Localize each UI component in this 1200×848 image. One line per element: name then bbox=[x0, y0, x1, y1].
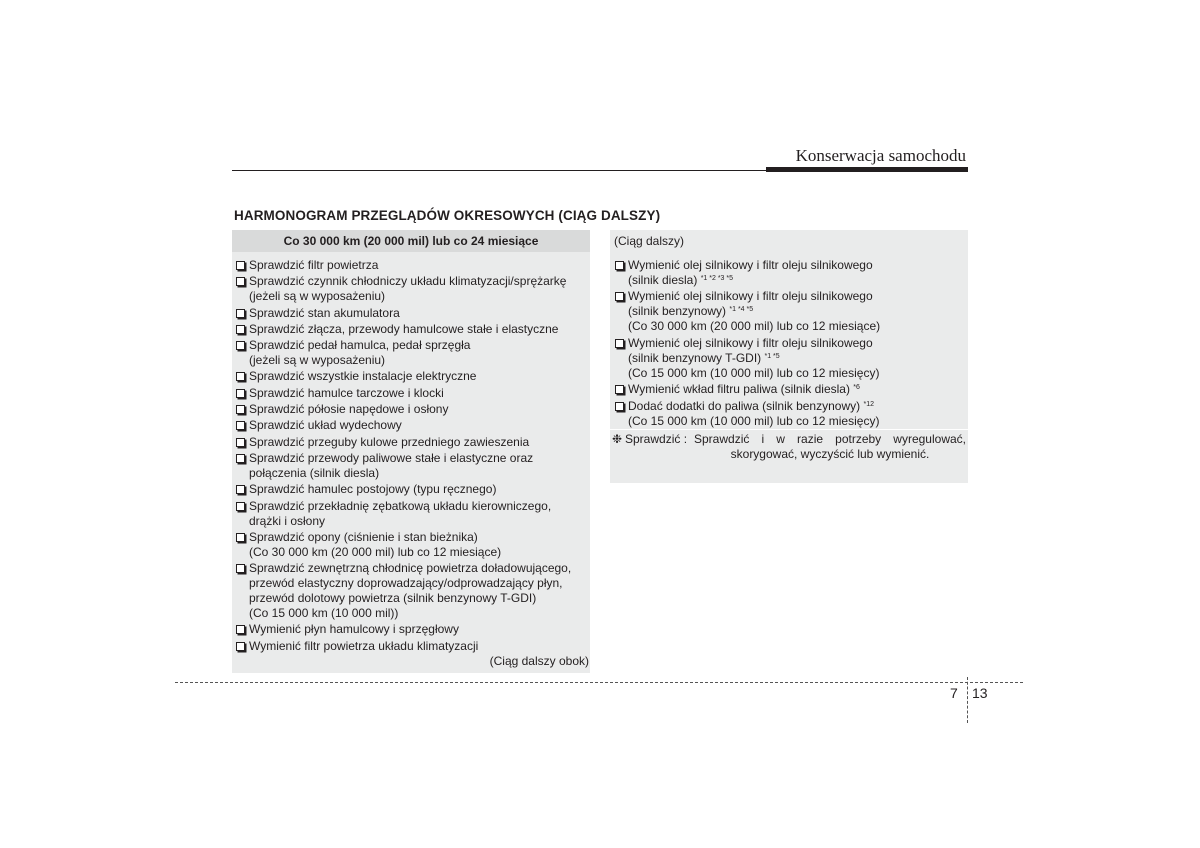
checklist-text: Sprawdzić przeguby kulowe przedniego zawieszenia bbox=[249, 434, 530, 449]
checklist-text: połączenia (silnik diesla) bbox=[249, 465, 380, 480]
checklist-item-text bbox=[628, 258, 966, 273]
checklist-text: (silnik diesla) bbox=[628, 273, 698, 287]
checklist-item-text bbox=[628, 351, 966, 366]
checklist-text: Sprawdzić złącza, przewody hamulcowe stałe i elastyczne bbox=[249, 321, 559, 336]
checklist-text: (silnik benzynowy T-GDI) bbox=[628, 350, 762, 365]
checklist-item-text bbox=[628, 336, 966, 351]
checklist-text: Sprawdzić czynnik chłodniczy układu klimatyzacji/sprężarkę bbox=[249, 274, 567, 289]
legend-definition-line-1: Sprawdzić i w razie potrzeby wyregulować, bbox=[694, 432, 966, 446]
checklist-item-text bbox=[249, 606, 589, 621]
checkbox-icon bbox=[236, 485, 245, 494]
checklist-item-text bbox=[249, 530, 589, 545]
checklist-text: Sprawdzić przekładnię zębatkową układu kierowniczego, bbox=[249, 498, 552, 513]
checklist-item-text bbox=[249, 545, 589, 560]
checkbox-icon bbox=[236, 341, 245, 350]
footer-rule bbox=[175, 682, 1023, 683]
checklist-text: przewód dolotowy powietrza (silnik benzynowy T-GDI) bbox=[249, 591, 537, 606]
continued-label: (Ciąg dalszy obok) bbox=[489, 654, 589, 668]
checkbox-icon bbox=[236, 309, 245, 318]
checklist-item bbox=[235, 258, 589, 273]
legend-term: Sprawdzić : bbox=[625, 432, 688, 446]
checkbox-icon bbox=[236, 438, 245, 447]
checkbox-icon bbox=[615, 385, 624, 394]
checklist-item bbox=[614, 399, 966, 429]
checklist-text: Wymienić olej silnikowy i filtr oleju silnikowego bbox=[628, 335, 873, 350]
checklist-item-text bbox=[249, 353, 589, 368]
checklist-item-text bbox=[249, 418, 589, 433]
checklist-item-text bbox=[628, 273, 966, 288]
checklist-item-text bbox=[249, 322, 589, 337]
header-rule-accent bbox=[766, 167, 968, 172]
checklist-text: Sprawdzić hamulce tarczowe i klocki bbox=[249, 385, 444, 400]
checkbox-icon bbox=[236, 642, 245, 651]
checklist-text: Sprawdzić przewody paliwowe stałe i elastyczne oraz bbox=[249, 450, 534, 465]
checkbox-icon bbox=[615, 339, 624, 348]
checkbox-icon bbox=[236, 372, 245, 381]
checkbox-icon bbox=[236, 261, 245, 270]
checklist-item-text bbox=[249, 514, 589, 529]
checklist-text: (Co 30 000 km (20 000 mil) lub co 12 miesiące) bbox=[249, 544, 502, 559]
legend-definition-line-2: skorygować, wyczyścić lub wymienić. bbox=[730, 447, 930, 461]
checkbox-icon bbox=[236, 325, 245, 334]
page-title: HARMONOGRAM PRZEGLĄDÓW OKRESOWYCH (CIĄG DALSZY) bbox=[234, 208, 661, 223]
checklist-text: przewód elastyczny doprowadzający/odprowadzający płyn, bbox=[249, 576, 563, 591]
checkbox-icon bbox=[236, 533, 245, 542]
chapter-number: 7 bbox=[950, 685, 958, 701]
checklist-item-text bbox=[249, 258, 589, 273]
checklist-item-text bbox=[628, 414, 966, 429]
checklist-text: Wymienić wkład filtru paliwa (silnik diesla) bbox=[628, 382, 850, 397]
checklist-item bbox=[235, 561, 589, 621]
checklist-right bbox=[614, 258, 966, 430]
checklist-item bbox=[235, 435, 589, 450]
checklist-item bbox=[235, 639, 589, 654]
checklist-item bbox=[614, 289, 966, 334]
checklist-item-text bbox=[249, 402, 589, 417]
checkbox-icon bbox=[236, 421, 245, 430]
checklist-item-text bbox=[628, 319, 966, 334]
checkbox-icon bbox=[236, 277, 245, 286]
checklist-item bbox=[235, 451, 589, 481]
checklist-item-text bbox=[628, 399, 966, 414]
checklist-item bbox=[235, 274, 589, 304]
checkbox-icon bbox=[615, 261, 624, 270]
footnote-reference: *1 *2 *3 *5 bbox=[700, 275, 734, 282]
checklist-text: (Co 15 000 km (10 000 mil) lub co 12 miesięcy) bbox=[628, 413, 880, 428]
checklist-text: (Co 30 000 km (20 000 mil) lub co 12 miesiące) bbox=[628, 319, 881, 334]
checklist-text: Sprawdzić stan akumulatora bbox=[249, 305, 400, 320]
schedule-interval-heading: Co 30 000 km (20 000 mil) lub co 24 miesiące bbox=[232, 230, 590, 252]
checklist-text: Wymienić olej silnikowy i filtr oleju silnikowego bbox=[628, 289, 873, 304]
footnote-reference: *1 *4 *5 bbox=[729, 306, 754, 314]
checklist-item bbox=[235, 530, 589, 560]
footnote-reference: *6 bbox=[853, 384, 860, 392]
checklist-item-text bbox=[249, 639, 589, 654]
checklist-item-text bbox=[249, 622, 589, 637]
checklist-item bbox=[235, 369, 589, 384]
checklist-item bbox=[235, 338, 589, 368]
checklist-item-text bbox=[628, 304, 966, 319]
checklist-text: Sprawdzić filtr powietrza bbox=[249, 258, 379, 272]
checkbox-icon bbox=[615, 292, 624, 301]
checklist-item bbox=[235, 482, 589, 497]
footnote-reference: *12 bbox=[863, 400, 874, 408]
checklist-text: (silnik benzynowy) bbox=[628, 304, 727, 319]
checklist-text: Sprawdzić hamulec postojowy (typu ręcznego) bbox=[249, 482, 497, 497]
legend-note bbox=[612, 432, 966, 462]
checklist-item-text bbox=[249, 466, 589, 481]
checklist-item bbox=[235, 499, 589, 529]
footnote-reference: *1 *5 bbox=[764, 352, 780, 360]
checklist-text: drążki i osłony bbox=[249, 513, 326, 528]
checklist-item-text bbox=[249, 306, 589, 321]
checklist-text: Sprawdzić układ wydechowy bbox=[249, 418, 402, 433]
continued-from-label: (Ciąg dalszy) bbox=[614, 234, 685, 248]
checklist-text: Sprawdzić półosie napędowe i osłony bbox=[249, 402, 449, 417]
note-divider bbox=[610, 429, 968, 430]
checklist-item bbox=[235, 402, 589, 417]
checklist-text: Sprawdzić wszystkie instalacje elektryczne bbox=[249, 369, 477, 384]
checklist-item bbox=[235, 418, 589, 433]
page-number: 13 bbox=[972, 685, 988, 701]
checklist-item-text bbox=[249, 482, 589, 497]
checklist-item bbox=[614, 258, 966, 288]
checklist-item bbox=[235, 306, 589, 321]
checklist-text: (Co 15 000 km (10 000 mil)) bbox=[249, 606, 399, 621]
checklist-text: Sprawdzić opony (ciśnienie i stan bieżnika) bbox=[249, 529, 478, 544]
checklist-item-text bbox=[249, 591, 589, 606]
checklist-text: Sprawdzić zewnętrzną chłodnicę powietrza doładowującego, bbox=[249, 561, 572, 576]
checklist-text: (jeżeli są w wyposażeniu) bbox=[249, 289, 386, 304]
checklist-item bbox=[235, 622, 589, 637]
checklist-text: (jeżeli są w wyposażeniu) bbox=[249, 353, 386, 368]
checkbox-icon bbox=[236, 405, 245, 414]
checklist-item-text bbox=[249, 338, 589, 353]
checkbox-icon bbox=[236, 625, 245, 634]
checklist-text: Wymienić filtr powietrza układu klimatyzacji bbox=[249, 638, 479, 653]
checklist-item-text bbox=[628, 382, 966, 397]
checklist-item bbox=[614, 336, 966, 381]
checklist-item-text bbox=[249, 499, 589, 514]
checkbox-icon bbox=[615, 402, 624, 411]
checklist-item-text bbox=[249, 386, 589, 401]
asterisk-icon: ❉ bbox=[612, 432, 623, 446]
checklist-item-text bbox=[249, 289, 589, 304]
page-number-divider bbox=[967, 677, 968, 723]
checkbox-icon bbox=[236, 454, 245, 463]
checklist-item-text bbox=[249, 435, 589, 450]
checklist-item-text bbox=[249, 274, 589, 289]
checklist-item bbox=[614, 382, 966, 397]
checklist-item-text bbox=[249, 576, 589, 591]
checklist-item-text bbox=[628, 366, 966, 381]
checklist-item-text bbox=[249, 561, 589, 576]
checklist-text: Wymienić płyn hamulcowy i sprzęgłowy bbox=[249, 622, 459, 637]
checklist-item-text bbox=[249, 451, 589, 466]
checklist-item-text bbox=[628, 289, 966, 304]
running-head: Konserwacja samochodu bbox=[795, 146, 966, 165]
checklist-text: Sprawdzić pedał hamulca, pedał sprzęgła bbox=[249, 338, 471, 353]
checklist-left bbox=[235, 258, 589, 655]
checklist-text: (Co 15 000 km (10 000 mil) lub co 12 miesięcy) bbox=[628, 365, 880, 380]
checkbox-icon bbox=[236, 564, 245, 573]
checklist-text: Wymienić olej silnikowy i filtr oleju silnikowego bbox=[628, 258, 873, 272]
checkbox-icon bbox=[236, 502, 245, 511]
header-rule bbox=[232, 170, 768, 171]
checklist-item-text bbox=[249, 369, 589, 384]
checklist-item bbox=[235, 386, 589, 401]
checkbox-icon bbox=[236, 389, 245, 398]
checklist-text: Dodać dodatki do paliwa (silnik benzynowy) bbox=[628, 398, 861, 413]
checklist-item bbox=[235, 322, 589, 337]
